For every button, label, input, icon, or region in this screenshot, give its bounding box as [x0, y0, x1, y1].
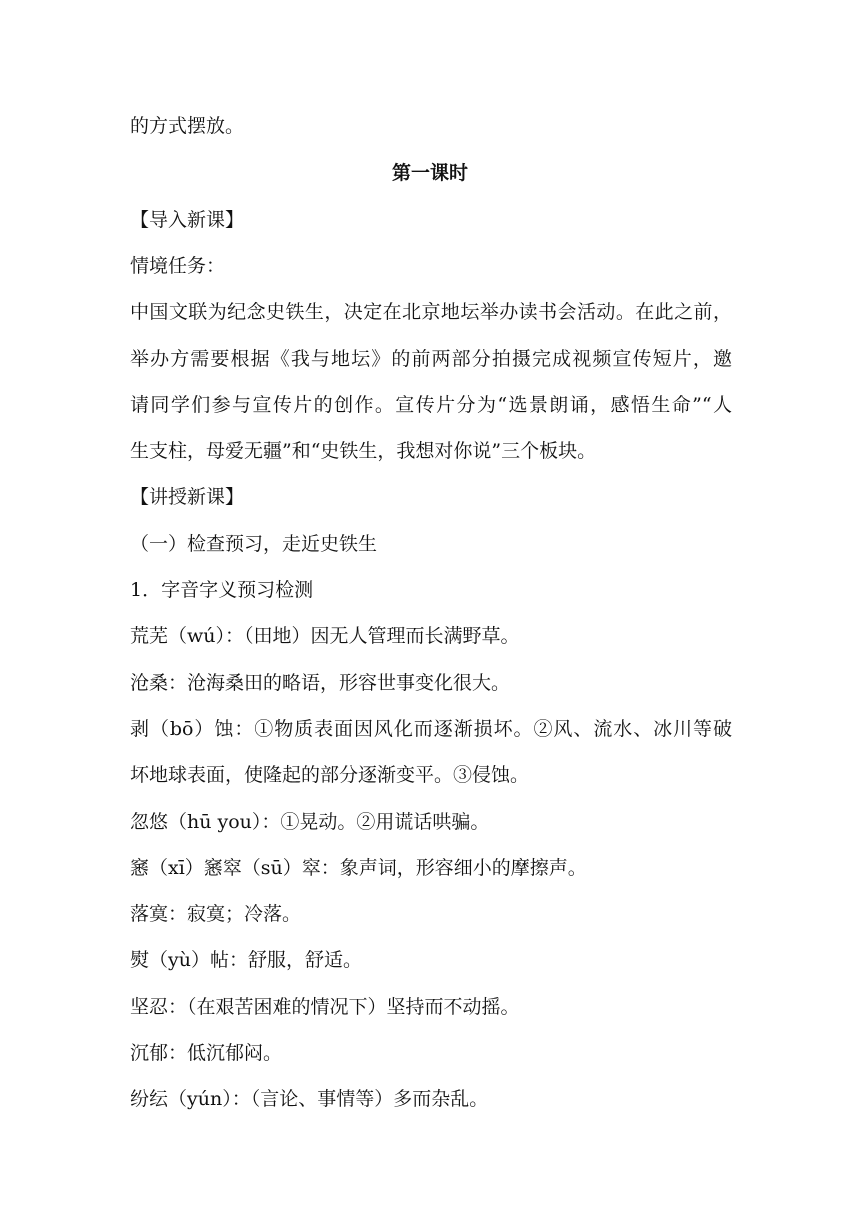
section-heading-teach: 【讲授新课】 [130, 486, 245, 508]
paragraph-continuation: 的方式摆放。 [130, 115, 245, 137]
item-heading: 1．字音字义预习检测 [130, 579, 314, 601]
vocab-entry: 坚忍：（在艰苦困难的情况下）坚持而不动摇。 [130, 996, 520, 1018]
vocab-entry: 忽悠（hū you）：①晃动。②用谎话哄骗。 [130, 811, 490, 833]
section-heading-intro: 【导入新课】 [130, 209, 245, 231]
vocab-entry-continuation: 坏地球表面，使隆起的部分逐渐变平。③侵蚀。 [130, 764, 530, 786]
vocab-entry: 沉郁：低沉郁闷。 [130, 1042, 283, 1064]
subsection-heading: （一）检查预习，走近史铁生 [130, 533, 378, 555]
task-line-3: 请同学们参与宣传片的创作。宣传片分为“选景朗诵，感悟生命”“人 [130, 394, 732, 416]
task-line-1: 中国文联为纪念史铁生，决定在北京地坛举办读书会活动。在此之前， [130, 301, 732, 323]
vocab-entry: 剥（bō）蚀：①物质表面因风化而逐渐损坏。②风、流水、冰川等破 [130, 718, 732, 740]
task-line-4: 生支柱，母爱无疆”和“史铁生，我想对你说”三个板块。 [130, 440, 597, 462]
lesson-heading: 第一课时 [391, 162, 468, 184]
vocab-entry: 纷纭（yún）：（言论、事情等）多而杂乱。 [130, 1088, 489, 1110]
vocab-entry: 沧桑：沧海桑田的略语，形容世事变化很大。 [130, 672, 511, 694]
vocab-entry: 落寞：寂寞；冷落。 [130, 903, 302, 925]
vocab-entry: 窸（xī）窸窣（sū）窣：象声词，形容细小的摩擦声。 [130, 857, 587, 879]
vocab-entry: 荒芜（wú）：（田地）因无人管理而长满野草。 [130, 625, 520, 647]
task-line-2: 举办方需要根据《我与地坛》的前两部分拍摄完成视频宣传短片，邀 [130, 348, 732, 370]
task-label: 情境任务： [130, 255, 226, 277]
vocab-entry: 熨（yù）帖：舒服，舒适。 [130, 949, 362, 971]
